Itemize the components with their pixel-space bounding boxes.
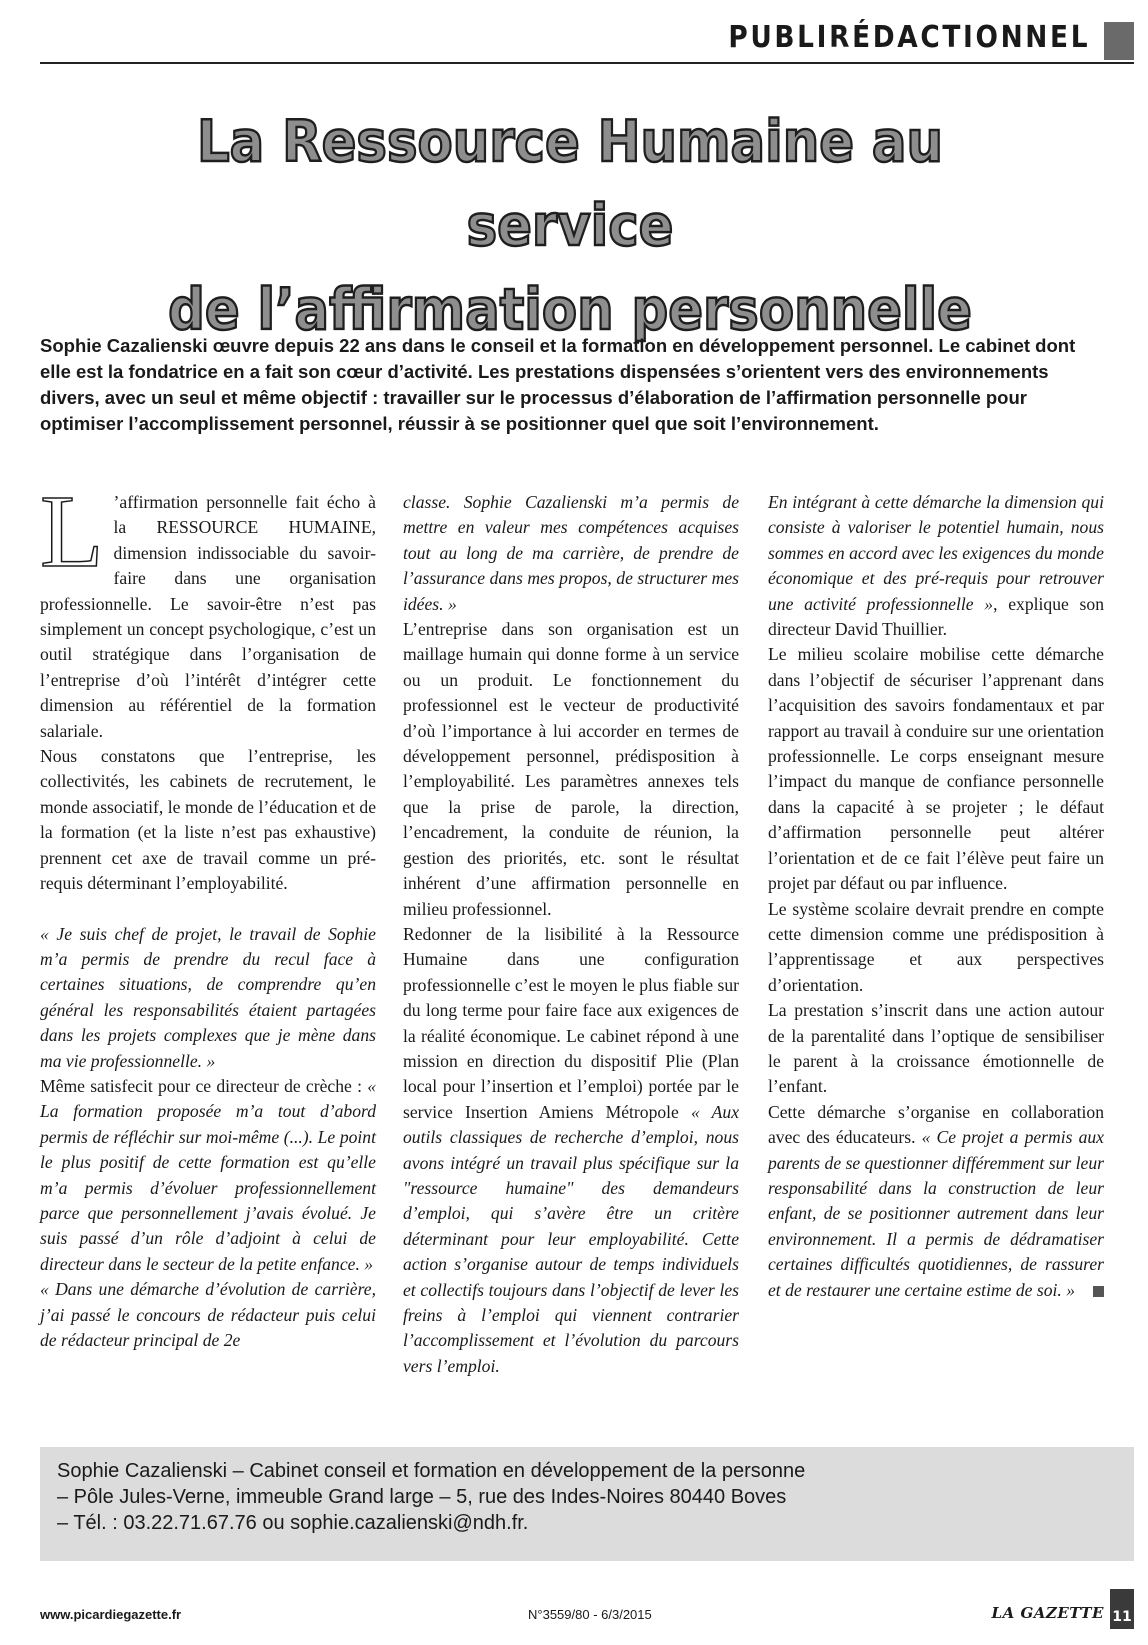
title-line-1: La Ressource Humaine au service	[196, 109, 944, 259]
footer-issue: N°3559/80 - 6/3/2015	[528, 1607, 652, 1622]
section-label: PUBLIRÉDACTIONNEL	[728, 20, 1090, 55]
paragraph: L ’affirmation personnelle fait écho à la RESSOURCE HUMAINE, dimension indissociable du savoir-faire dans une organisation professionnelle. Le savoir-être n’est pas simplement un concept psychologique, c’est un outil stratégique dans l’organisation de l’entreprise d’où l’intérêt d’intégrer cette dimension au référentiel de la formation salariale.	[40, 474, 376, 741]
column-3	[768, 490, 1104, 1303]
section-marker	[1104, 22, 1134, 60]
quote: classe. Sophie Cazalienski m’a permis de mettre en valeur mes compétences acquises tout au long de ma carrière, de prendre de l’assurance dans mes propos, de structurer mes idées. »	[403, 492, 739, 614]
paragraph: Cette démarche s’organise en collaboration avec des éducateurs. « Ce projet a permis aux parents de se questionner différemment sur leur responsabilité dans la construction de leur enfant, de se positionner autrement dans leur environnement. Il a permis de dédramatiser certaines difficultés quotidiennes, de rassurer et de restaurer une certaine estime de soi. »	[768, 1101, 1104, 1300]
quote: « Je suis chef de projet, le travail de Sophie m’a permis de prendre du recul face à certaines situations, de comprendre qu’en général les responsabilités étaient partagées dans les projets complexes que je mène dans ma vie professionnelle. »	[40, 923, 376, 1071]
paragraph: Même satisfecit pour ce directeur de crèche : « La formation proposée m’a tout d’abord permis de réfléchir sur moi-même (...). Le point le plus positif de cette formation est qu’elle m’a permis d’évoluer professionnellement parce que personnellement j’avais évolué. Je suis passé d’un rôle d’adjoint à celui de directeur dans le secteur de la petite enfance. »	[40, 1075, 376, 1274]
title-line-2: de l’affirmation personnelle	[168, 277, 972, 343]
page-footer	[40, 1597, 1134, 1631]
paragraph: Redonner de la lisibilité à la Ressource Humaine dans une configuration professionnelle c’est le moyen le plus fiable sur du long terme pour faire face aux exigences de la réalité économique. Le cabinet répond à une mission en direction du dispositif Plie (Plan local pour l’insertion et l’emploi) portée par le service Insertion Amiens Métropole « Aux outils classiques de recherche d’emploi, nous avons intégré un travail plus spécifique sur la "ressource humaine" des demandeurs d’emploi, qui s’avère être un critère déterminant pour leur employabilité. Cette action s’organise autour de temps individuels et collectifs toujours dans l’objectif de lever les freins à l’emploi qui viennent contrarier l’accomplissement et l’évolution du parcours vers l’emploi.	[403, 923, 739, 1376]
article-title	[93, 100, 1047, 352]
footer-brand-logo: LA GAZETTE	[991, 1604, 1104, 1622]
contact-box	[40, 1447, 1134, 1561]
end-mark-icon	[1093, 1286, 1104, 1297]
contact-line-3: – Tél. : 03.22.71.67.76 ou sophie.cazalienski@ndh.fr.	[57, 1512, 529, 1534]
drop-cap: L	[40, 474, 104, 589]
quote: « Dans une démarche d’évolution de carrière, j’ai passé le concours de rédacteur puis celui de rédacteur principal de 2e	[40, 1279, 376, 1350]
paragraph: Le milieu scolaire mobilise cette démarche dans l’objectif de sécuriser l’apprenant dans l’acquisition des savoirs fondamentaux et par rapport au travail à conduire sur une orientation professionnelle. Le corps enseignant mesure l’impact du manque de confiance personnelle dans la capacité à se projeter ; le défaut d’affirmation personnelle peut altérer l’orientation et de ce fait l’élève peut faire un projet par défaut ou par influence.	[768, 644, 1104, 894]
article-body	[40, 474, 1104, 1430]
section-header	[40, 18, 1134, 64]
contact-line-2: – Pôle Jules-Verne, immeuble Grand large – 5, rue des Indes-Noires 80440 Boves	[57, 1486, 787, 1508]
paragraph: L’entreprise dans son organisation est un maillage humain qui donne forme à un service ou un produit. Le fonctionnement du professionnel est le vecteur de productivité d’où l’importance à lui accorder en termes de développement personnel, prédisposition à l’employabilité. Les paramètres annexes tels que la prise de parole, la direction, l’encadrement, la conduite de réunion, la gestion des priorités, etc. sont le résultat inhérent d’une affirmation personnelle en milieu professionnel.	[403, 619, 739, 919]
page-number: 11	[1110, 1589, 1134, 1629]
paragraph: En intégrant à cette démarche la dimension qui consiste à valoriser le potentiel humain, nous sommes en accord avec les exigences du monde économique et des pré-requis pour retrouver une activité professionnelle », explique son directeur David Thuillier.	[768, 492, 1104, 640]
paragraph: La prestation s’inscrit dans une action autour de la parentalité dans l’optique de sensibiliser le parent à la croissance émotionnelle de l’enfant.	[768, 1000, 1104, 1097]
column-2	[403, 490, 739, 1379]
article-lede: Sophie Cazalienski œuvre depuis 22 ans dans le conseil et la formation en développement personnel. Le cabinet dont elle est la fondatrice en a fait son cœur d’activité. Les prestations dispensées s’orientent vers des environnements divers, avec un seul et même objectif : travailler sur le processus d’élaboration de l’affirmation personnelle pour optimiser l’accomplissement personnel, réussir à se positionner quel que soit l’environnement.	[40, 335, 1076, 434]
column-1	[40, 474, 376, 1353]
contact-line-1: Sophie Cazalienski – Cabinet conseil et formation en développement de la personne	[57, 1460, 806, 1482]
paragraph: Le système scolaire devrait prendre en compte cette dimension comme une prédisposition à l’apprentissage et aux perspectives d’orientation.	[768, 898, 1104, 995]
footer-url[interactable]: www.picardiegazette.fr	[40, 1607, 182, 1622]
paragraph: Nous constatons que l’entreprise, les collectivités, les cabinets de recrutement, le monde associatif, le monde de l’éducation et de la formation (et la liste n’est pas exhaustive) prennent cet axe de travail comme un pré-requis déterminant l’employabilité.	[40, 746, 376, 894]
